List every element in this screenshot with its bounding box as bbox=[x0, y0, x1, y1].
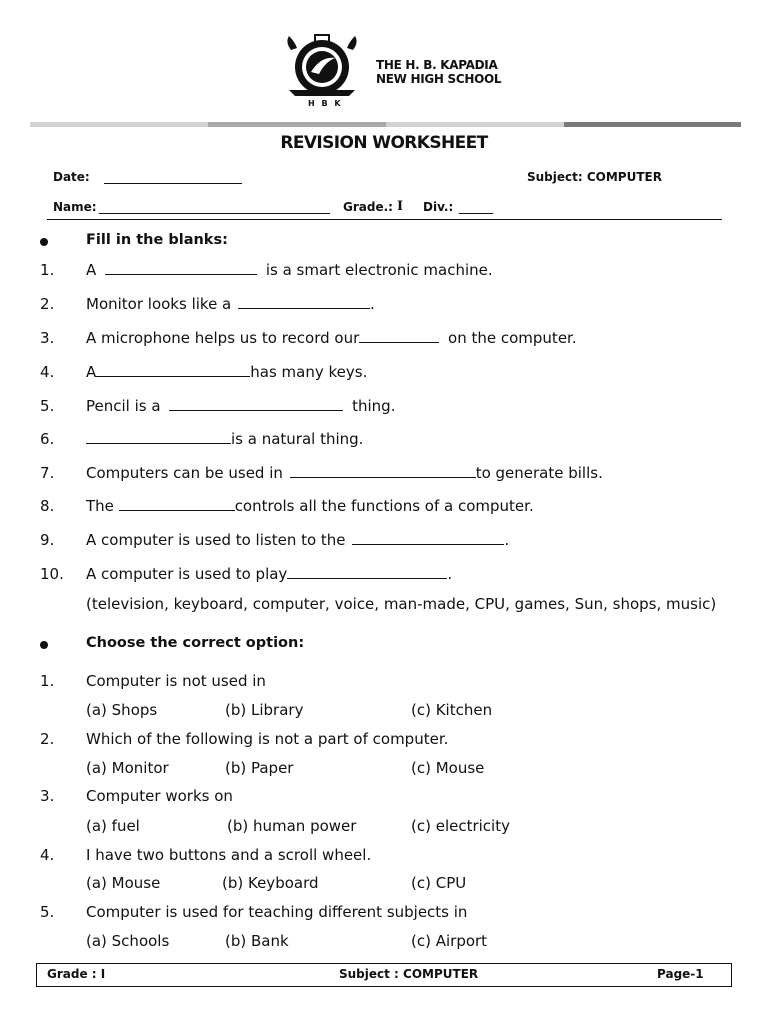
option-b[interactable]: (b) Bank bbox=[225, 932, 289, 950]
header-divider-band bbox=[30, 122, 741, 127]
option-a[interactable]: (a) Mouse bbox=[86, 874, 161, 892]
question-number: 4. bbox=[40, 846, 55, 864]
footer-page: Page-1 bbox=[657, 967, 704, 981]
worksheet-title: REVISION WORKSHEET bbox=[280, 133, 488, 153]
option-c[interactable]: (c) Airport bbox=[411, 932, 488, 950]
answer-blank[interactable] bbox=[287, 565, 447, 579]
option-a[interactable]: (a) Monitor bbox=[86, 759, 169, 777]
mcq-question: I have two buttons and a scroll wheel. bbox=[86, 846, 372, 864]
answer-blank[interactable] bbox=[359, 329, 439, 343]
fill-question: The controls all the functions of a computer. bbox=[86, 497, 534, 515]
fill-question: A has many keys. bbox=[86, 363, 368, 381]
question-number: 2. bbox=[40, 295, 55, 313]
answer-blank[interactable] bbox=[119, 497, 235, 511]
fill-question: A is a smart electronic machine. bbox=[86, 261, 493, 279]
school-logo bbox=[283, 32, 361, 98]
option-a[interactable]: (a) fuel bbox=[86, 817, 140, 835]
option-c[interactable]: (c) electricity bbox=[411, 817, 510, 835]
footer-subject: Subject : COMPUTER bbox=[339, 967, 479, 981]
fill-question: Pencil is a thing. bbox=[86, 397, 396, 415]
name-label: Name: bbox=[53, 200, 97, 214]
answer-blank[interactable] bbox=[238, 295, 370, 309]
mcq-question: Computer works on bbox=[86, 787, 233, 805]
option-c[interactable]: (c) Kitchen bbox=[411, 701, 493, 719]
question-number: 6. bbox=[40, 430, 55, 448]
grade-label: Grade.: bbox=[343, 200, 393, 214]
question-number: 10. bbox=[40, 565, 64, 583]
div-label: Div.: bbox=[423, 200, 454, 214]
option-c[interactable]: (c) CPU bbox=[411, 874, 467, 892]
word-bank: (television, keyboard, computer, voice, man-made, CPU, games, Sun, shops, music) bbox=[86, 595, 717, 613]
answer-blank[interactable] bbox=[105, 261, 257, 275]
mcq-question: Which of the following is not a part of computer. bbox=[86, 730, 449, 748]
mcq-question: Computer is not used in bbox=[86, 672, 266, 690]
fill-question: A computer is used to listen to the . bbox=[86, 531, 510, 549]
footer-grade: Grade : I bbox=[47, 967, 106, 981]
question-number: 7. bbox=[40, 464, 55, 482]
fill-question: Computers can be used in to generate bills. bbox=[86, 464, 603, 482]
answer-blank[interactable] bbox=[352, 531, 504, 545]
option-c[interactable]: (c) Mouse bbox=[411, 759, 485, 777]
div-blank[interactable] bbox=[459, 213, 493, 214]
fill-question: A microphone helps us to record our on the computer. bbox=[86, 329, 577, 347]
logo-caption: H B K bbox=[308, 99, 343, 108]
bullet-icon bbox=[40, 238, 48, 246]
question-number: 1. bbox=[40, 261, 55, 279]
option-b[interactable]: (b) Keyboard bbox=[222, 874, 319, 892]
answer-blank[interactable] bbox=[290, 464, 476, 478]
grade-value: I bbox=[397, 199, 404, 214]
school-name-line2: NEW HIGH SCHOOL bbox=[376, 72, 502, 86]
page-footer bbox=[36, 963, 732, 987]
mcq-question: Computer is used for teaching different subjects in bbox=[86, 903, 468, 921]
question-number: 5. bbox=[40, 397, 55, 415]
question-number: 3. bbox=[40, 787, 55, 805]
answer-blank[interactable] bbox=[169, 397, 343, 411]
option-b[interactable]: (b) Library bbox=[225, 701, 304, 719]
question-number: 9. bbox=[40, 531, 55, 549]
name-blank[interactable] bbox=[99, 213, 330, 214]
option-a[interactable]: (a) Schools bbox=[86, 932, 170, 950]
answer-blank[interactable] bbox=[96, 363, 250, 377]
school-name-line1: THE H. B. KAPADIA bbox=[376, 58, 498, 72]
question-number: 3. bbox=[40, 329, 55, 347]
option-b[interactable]: (b) human power bbox=[227, 817, 357, 835]
option-b[interactable]: (b) Paper bbox=[225, 759, 294, 777]
school-name bbox=[376, 58, 501, 86]
fill-question: A computer is used to play . bbox=[86, 565, 453, 583]
bullet-icon bbox=[40, 641, 48, 649]
header-rule bbox=[47, 219, 722, 220]
question-number: 5. bbox=[40, 903, 55, 921]
option-a[interactable]: (a) Shops bbox=[86, 701, 158, 719]
answer-blank[interactable] bbox=[86, 430, 231, 444]
fill-blanks-heading: Fill in the blanks: bbox=[86, 232, 228, 248]
question-number: 4. bbox=[40, 363, 55, 381]
choose-heading: Choose the correct option: bbox=[86, 635, 305, 651]
fill-question: Monitor looks like a . bbox=[86, 295, 375, 313]
date-label: Date: bbox=[53, 170, 90, 184]
date-blank[interactable] bbox=[104, 183, 242, 184]
fill-question: is a natural thing. bbox=[86, 430, 363, 448]
subject-label: Subject: COMPUTER bbox=[527, 170, 662, 184]
question-number: 2. bbox=[40, 730, 55, 748]
question-number: 1. bbox=[40, 672, 55, 690]
question-number: 8. bbox=[40, 497, 55, 515]
